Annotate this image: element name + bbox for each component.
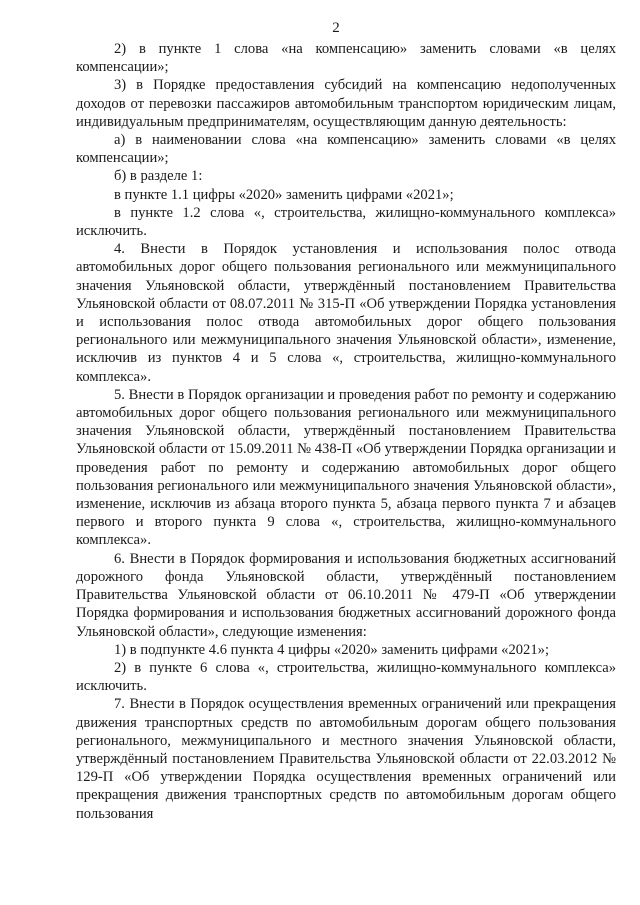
paragraph-item-2: 2) в пункте 1 слова «на компенсацию» заменить словами «в целях компенсации»; [76,41,616,76]
paragraph-subitem-a: а) в наименовании слова «на компенсацию» заменить словами «в целях компенсации»; [76,132,616,167]
paragraph-section-4: 4. Внести в Порядок установления и использования полос отвода автомобильных дорог общего пользования регионального или межмуниципального значения Ульяновской области, утверждённый постановлением Правительства Ульяновской области от 08.07.2011 № 315-П «Об утверждении Порядка установления и использования полос отвода автомобильных дорог общего пользования регионального или межмуниципального значения Ульяновской области», изменение, исключив из пунктов 4 и 5 слова «, строительства, жилищно-коммунального комплекса». [76,241,616,385]
paragraph-point-1-2: в пункте 1.2 слова «, строительства, жилищно-коммунального комплекса» исключить. [76,204,616,240]
paragraph-section-6-item-1: 1) в подпункте 4.6 пункта 4 цифры «2020» заменить цифрами «2021»; [114,641,549,658]
paragraph-section-6: 6. Внести в Порядок формирования и использования бюджетных ассигнований дорожного фонда Ульяновской области, утверждённый постановлением Правительства Ульяновской области от 06.10.2011 № 479-П «Об утверждении Порядка формирования и использования бюджетных ассигнований дорожного фонда Ульяновской области», следующие изменения: [76,550,616,640]
paragraph-section-7: 7. Внести в Порядок осуществления временных ограничений или прекращения движения транспортных средств по автомобильным дорогам общего пользования регионального, межмуниципального и местного значения Ульяновской области, утверждённый постановлением Правительства Ульяновской области от 22.03.2012 № 129-П «Об утверждении Порядка осуществления временных ограничений или прекращения движения транспортных средств по автомобильным дорогам общего пользования [76,696,616,822]
paragraph-section-5: 5. Внести в Порядок организации и проведения работ по ремонту и содержанию автомобильных дорог общего пользования регионального или межмуниципального значения Ульяновской области, утверждённый постановлением Правительства Ульяновской области от 15.09.2011 № 438-П «Об утверждении Порядка организации и проведения работ по ремонту и содержанию автомобильных дорог общего пользования регионального или межмуниципального значения Ульяновской области», изменение, исключив из абзаца второго пункта 5, абзаца первого пункта 7 и абзацев первого и второго пункта 9 слова «, строительства, жилищно-коммунального комплекса». [76,386,616,549]
page-number: 2 [332,20,340,36]
paragraph-subitem-b: б) в разделе 1: [114,168,203,185]
paragraph-section-6-item-2: 2) в пункте 6 слова «, строительства, жилищно-коммунального комплекса» исключить. [76,659,616,695]
paragraph-item-3: 3) в Порядке предоставления субсидий на компенсацию недополученных доходов от перевозки пассажиров автомобильным транспортом юридическим лицам, индивидуальным предпринимателям, осуществляющим данную деятельность: [76,77,616,130]
paragraph-point-1-1: в пункте 1.1 цифры «2020» заменить цифрами «2021»; [114,186,454,203]
